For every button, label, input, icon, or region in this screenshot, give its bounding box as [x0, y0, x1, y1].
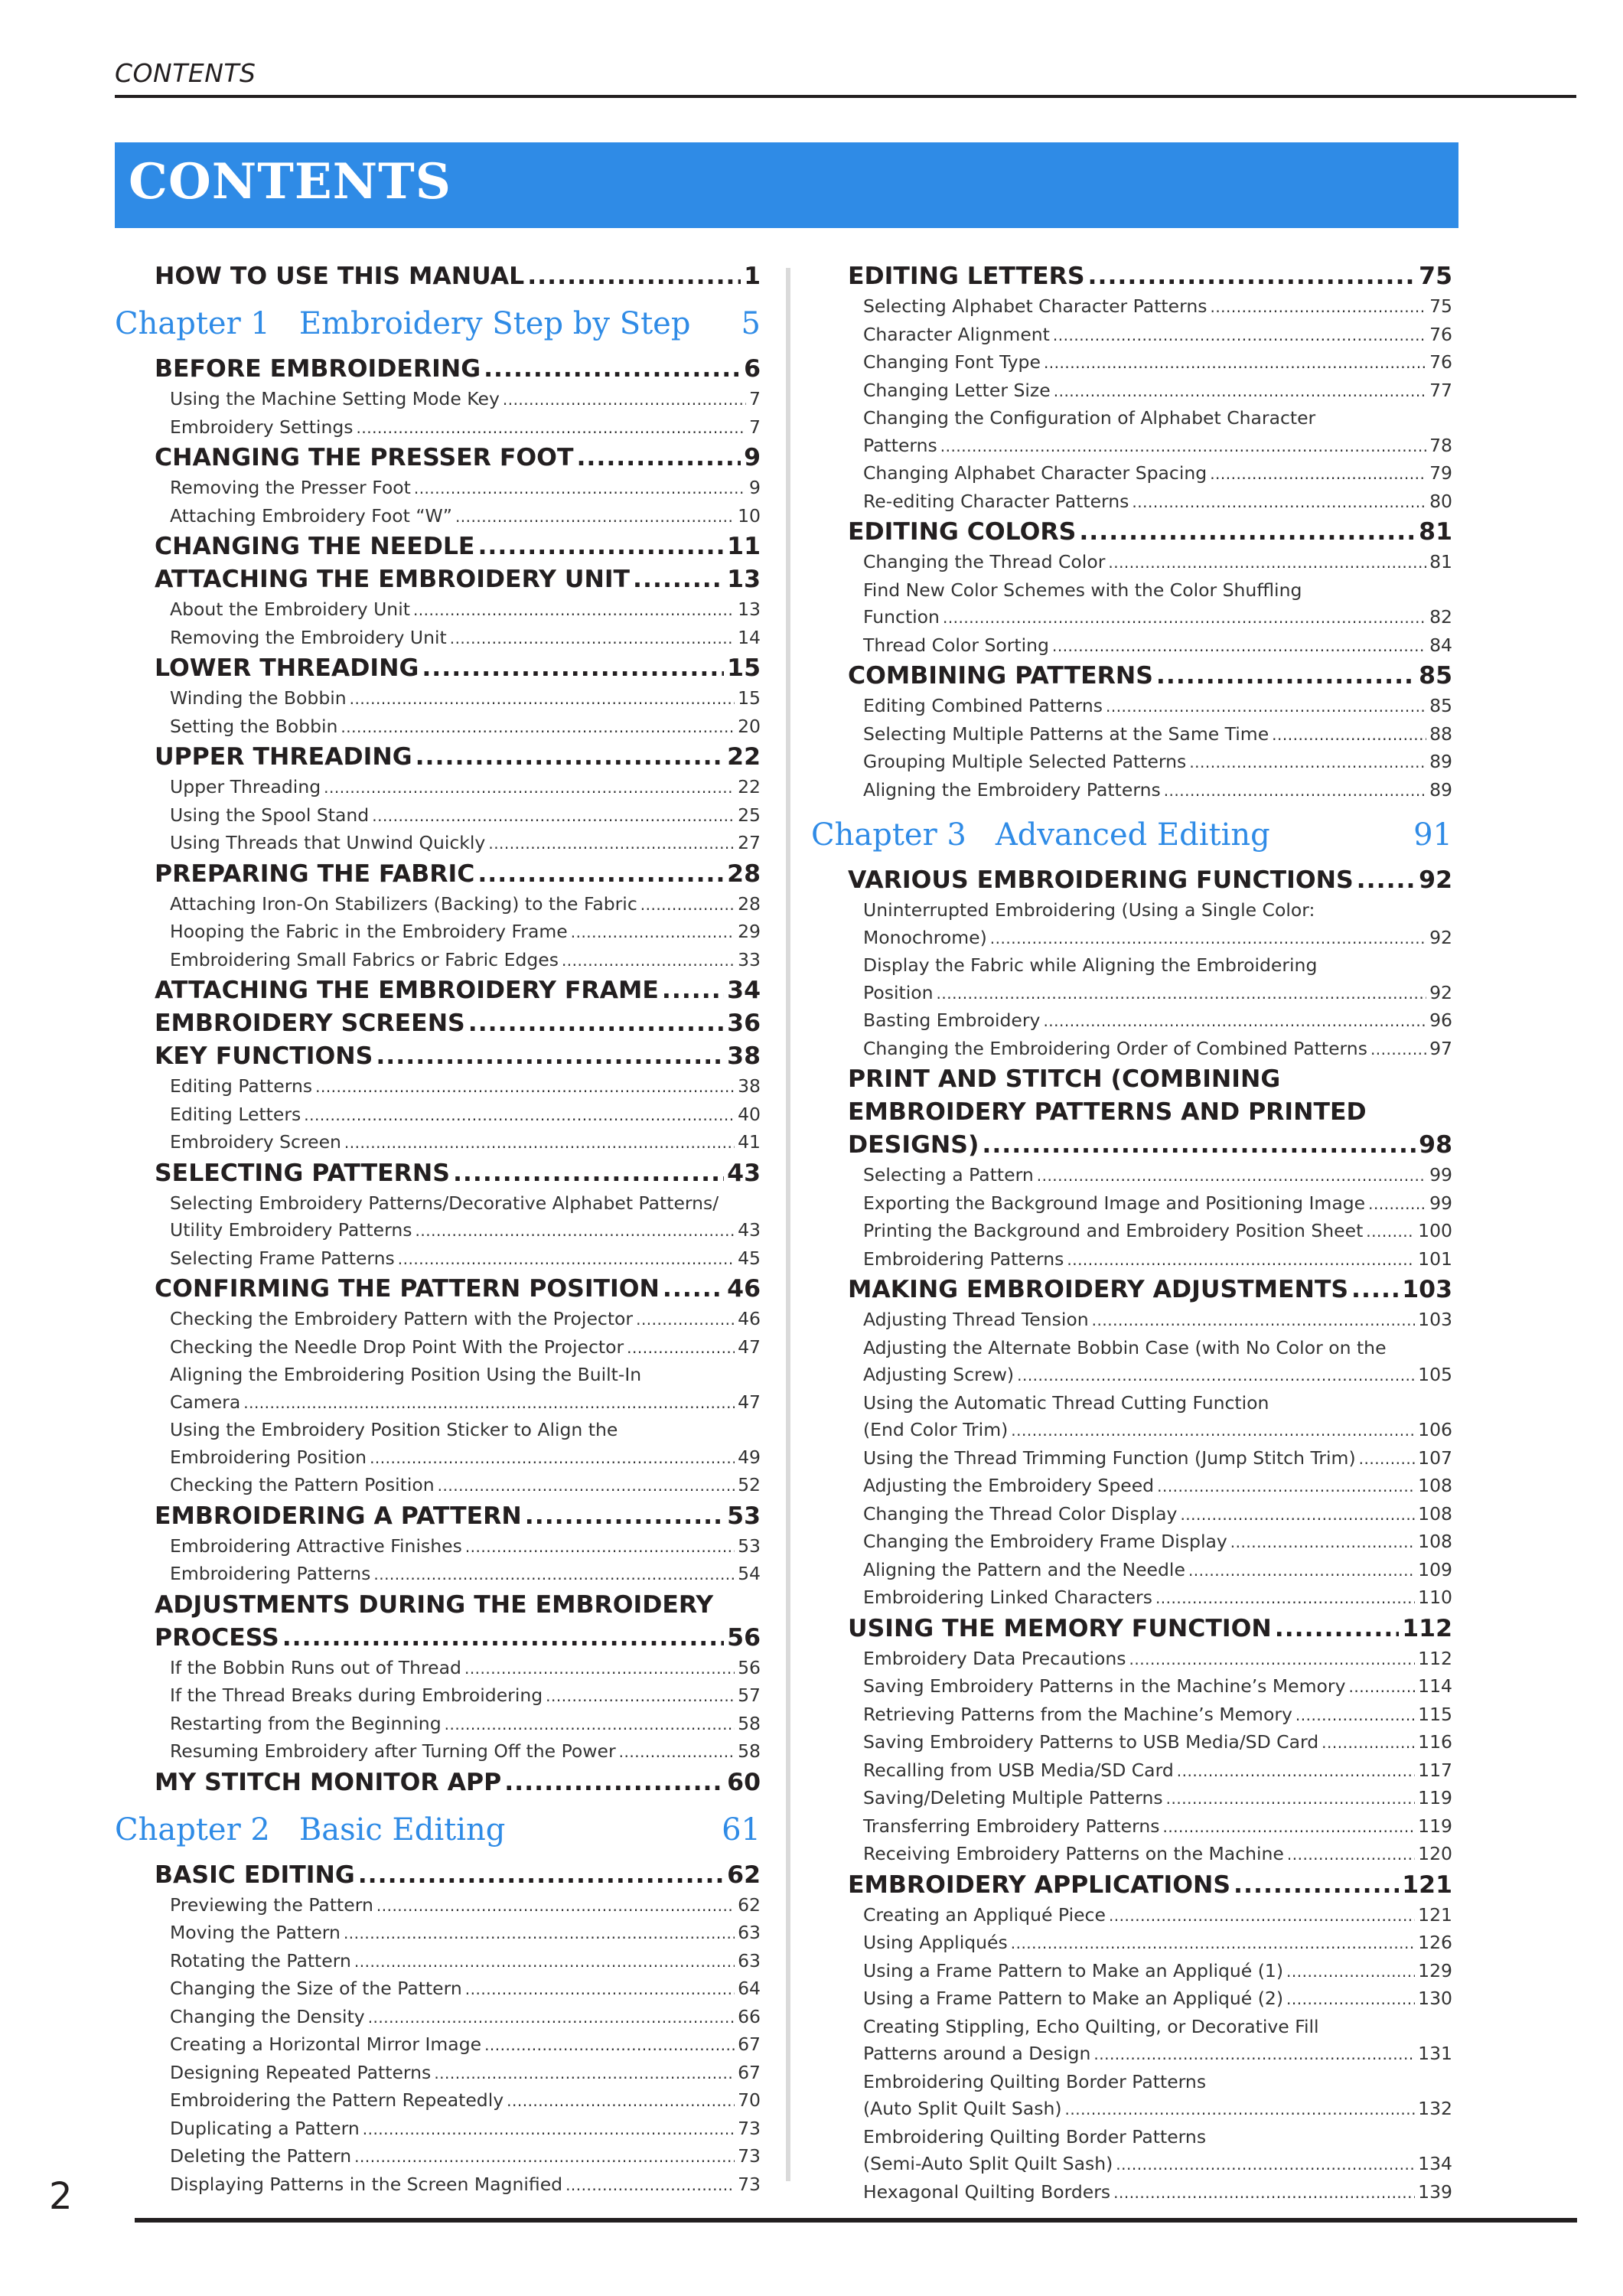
toc-subentry[interactable]: Function ..... 82 [863, 604, 1452, 632]
toc-subentry[interactable]: Embroidery Data Precautions ..... 112 [863, 1645, 1452, 1674]
toc-entry[interactable]: CHANGING THE PRESSER FOOT ..... 9 [155, 442, 761, 475]
header-rule [115, 95, 1576, 98]
toc-subentry[interactable]: Printing the Background and Embroidery Position Sheet ..... 100 [863, 1218, 1452, 1246]
toc-subentry[interactable]: Checking the Embroidery Pattern with the Projector ..... 46 [170, 1306, 761, 1334]
page-number: 2 [49, 2175, 73, 2218]
toc-subentry[interactable]: Transferring Embroidery Patterns ..... 119 [863, 1813, 1452, 1841]
toc-subentry[interactable]: Hooping the Fabric in the Embroidery Frame ..... 29 [170, 918, 761, 947]
toc-subentry-line[interactable]: Changing the Configuration of Alphabet Character [863, 407, 1316, 429]
toc-subentry[interactable]: Utility Embroidery Patterns ..... 43 [170, 1217, 761, 1245]
toc-subentry[interactable]: Basting Embroidery ..... 96 [863, 1007, 1452, 1035]
toc-entry[interactable]: HOW TO USE THIS MANUAL ..... 1 [155, 260, 761, 293]
toc-subentry[interactable]: Attaching Embroidery Foot “W” ..... 10 [170, 503, 761, 531]
toc-subentry[interactable]: Thread Color Sorting ..... 84 [863, 632, 1452, 660]
chapter-page: 61 [722, 1812, 761, 1848]
toc-subentry[interactable]: Restarting from the Beginning ..... 58 [170, 1711, 761, 1739]
toc-subentry[interactable]: Selecting Frame Patterns ..... 45 [170, 1245, 761, 1274]
toc-subentry-line[interactable]: Uninterrupted Embroidering (Using a Single Color: [863, 899, 1315, 921]
toc-subentry-line[interactable]: Embroidering Quilting Border Patterns [863, 2125, 1207, 2148]
toc-subentry[interactable]: Checking the Needle Drop Point With the Projector ..... 47 [170, 1334, 761, 1362]
toc-entry[interactable]: EMBROIDERING A PATTERN ..... 53 [155, 1500, 761, 1533]
toc-subentry[interactable]: Changing the Density ..... 66 [170, 2004, 761, 2032]
toc-subentry[interactable]: Aligning the Pattern and the Needle ..... 109 [863, 1557, 1452, 1585]
toc-subentry-line[interactable]: Using the Automatic Thread Cutting Function [863, 1391, 1269, 1414]
toc-subentry[interactable]: Checking the Pattern Position ..... 52 [170, 1472, 761, 1500]
toc-subentry[interactable]: Duplicating a Pattern ..... 73 [170, 2115, 761, 2144]
toc-subentry[interactable]: Adjusting Thread Tension ..... 103 [863, 1306, 1452, 1335]
toc-subentry-line[interactable]: Aligning the Embroidering Position Using the Built-In [170, 1364, 642, 1385]
toc-entry[interactable]: PREPARING THE FABRIC ..... 28 [155, 858, 761, 891]
toc-subentry[interactable]: Monochrome) ..... 92 [863, 925, 1452, 953]
toc-entry[interactable]: EDITING LETTERS ..... 75 [848, 260, 1452, 293]
toc-subentry[interactable]: Deleting the Pattern ..... 73 [170, 2143, 761, 2171]
toc-subentry[interactable]: Editing Combined Patterns ..... 85 [863, 693, 1452, 721]
toc-subentry[interactable]: Saving Embroidery Patterns in the Machine’s Memory ..... 114 [863, 1673, 1452, 1701]
toc-subentry[interactable]: Using a Frame Pattern to Make an Appliqué (2) ..... 130 [863, 1985, 1452, 2014]
toc-entry[interactable]: BASIC EDITING ..... 62 [155, 1859, 761, 1892]
toc-subentry-line[interactable]: Selecting Embroidery Patterns/Decorative Alphabet Patterns/ [170, 1192, 719, 1214]
toc-subentry[interactable]: Removing the Embroidery Unit ..... 14 [170, 625, 761, 653]
toc-entry[interactable]: ATTACHING THE EMBROIDERY UNIT ..... 13 [155, 563, 761, 596]
toc-subentry[interactable]: (End Color Trim) ..... 106 [863, 1417, 1452, 1445]
running-head: CONTENTS [115, 58, 256, 88]
toc-subentry[interactable]: Hexagonal Quilting Borders ..... 139 [863, 2179, 1452, 2207]
toc-subentry[interactable]: Upper Threading ..... 22 [170, 774, 761, 802]
chapter-label: Chapter 1 [115, 306, 270, 341]
toc-subentry[interactable]: Creating an Appliqué Piece ..... 121 [863, 1902, 1452, 1930]
toc-entry-line[interactable]: ADJUSTMENTS DURING THE EMBROIDERY [155, 1590, 714, 1619]
toc-subentry[interactable]: Using the Machine Setting Mode Key ..... 7 [170, 386, 761, 414]
toc-subentry[interactable]: Changing the Size of the Pattern ..... 64 [170, 1975, 761, 2004]
toc-subentry[interactable]: Changing the Embroidering Order of Combined Patterns ..... 97 [863, 1035, 1452, 1064]
toc-entry[interactable]: CONFIRMING THE PATTERN POSITION ..... 46 [155, 1273, 761, 1306]
chapter-page: 91 [1413, 817, 1452, 853]
toc-subentry-line[interactable]: Using the Embroidery Position Sticker to Align the [170, 1419, 618, 1440]
toc-subentry[interactable]: Embroidering Patterns ..... 54 [170, 1561, 761, 1589]
toc-subentry[interactable]: Previewing the Pattern ..... 62 [170, 1892, 761, 1920]
column-divider [786, 268, 790, 2181]
toc-entry[interactable]: LOWER THREADING ..... 15 [155, 652, 761, 685]
toc-subentry[interactable]: Creating a Horizontal Mirror Image ..... 67 [170, 2031, 761, 2060]
toc-entry[interactable]: CHANGING THE NEEDLE ..... 11 [155, 530, 761, 563]
toc-subentry[interactable]: If the Thread Breaks during Embroidering ..... 57 [170, 1682, 761, 1711]
toc-subentry[interactable]: Character Alignment ..... 76 [863, 321, 1452, 350]
toc-subentry[interactable]: Grouping Multiple Selected Patterns ..... 89 [863, 748, 1452, 777]
toc-subentry[interactable]: Receiving Embroidery Patterns on the Machine ..... 120 [863, 1841, 1452, 1869]
toc-subentry[interactable]: Removing the Presser Foot ..... 9 [170, 475, 761, 503]
toc-entry[interactable]: EMBROIDERY APPLICATIONS ..... 121 [848, 1869, 1452, 1902]
toc-subentry[interactable]: Using the Spool Stand ..... 25 [170, 802, 761, 830]
toc-entry[interactable]: PROCESS ..... 56 [155, 1622, 761, 1655]
toc-subentry-line[interactable]: Embroidering Quilting Border Patterns [863, 2070, 1207, 2092]
toc-entry[interactable]: USING THE MEMORY FUNCTION ..... 112 [848, 1613, 1452, 1645]
chapter-heading[interactable] [115, 304, 761, 344]
chapter-title: Embroidery Step by Step [298, 306, 691, 341]
toc-subentry[interactable]: Embroidering the Pattern Repeatedly ..... 70 [170, 2087, 761, 2115]
toc-subentry[interactable]: Patterns ..... 78 [863, 432, 1452, 461]
toc-entry[interactable]: MY STITCH MONITOR APP ..... 60 [155, 1766, 761, 1799]
toc-subentry[interactable]: Rotating the Pattern ..... 63 [170, 1948, 761, 1976]
toc-entry[interactable]: VARIOUS EMBROIDERING FUNCTIONS ..... 92 [848, 864, 1452, 897]
toc-subentry[interactable]: Selecting a Pattern ..... 99 [863, 1162, 1452, 1190]
toc-entry[interactable]: EMBROIDERY SCREENS ..... 36 [155, 1007, 761, 1040]
toc-subentry[interactable]: Embroidering Position ..... 49 [170, 1444, 761, 1473]
toc-entry-line[interactable]: EMBROIDERY PATTERNS AND PRINTED [848, 1098, 1367, 1126]
toc-entry[interactable]: UPPER THREADING ..... 22 [155, 741, 761, 774]
toc-subentry[interactable]: Embroidery Settings ..... 7 [170, 414, 761, 442]
chapter-title: Basic Editing [298, 1812, 506, 1848]
toc-subentry[interactable]: Adjusting the Embroidery Speed ..... 108 [863, 1473, 1452, 1501]
page-title: CONTENTS [129, 153, 451, 210]
toc-subentry[interactable]: Using Appliqués ..... 126 [863, 1929, 1452, 1958]
toc-subentry[interactable]: Position ..... 92 [863, 980, 1452, 1008]
chapter-page: 5 [741, 306, 761, 341]
toc-subentry[interactable]: Using the Thread Trimming Function (Jump Stitch Trim) ..... 107 [863, 1445, 1452, 1473]
chapter-title: Advanced Editing [995, 817, 1270, 853]
toc-entry[interactable]: SELECTING PATTERNS ..... 43 [155, 1157, 761, 1190]
toc-subentry[interactable]: Aligning the Embroidery Patterns ..... 89 [863, 777, 1452, 805]
toc-entry[interactable]: BEFORE EMBROIDERING ..... 6 [155, 353, 761, 386]
toc-subentry[interactable]: Attaching Iron-On Stabilizers (Backing) to the Fabric ..... 28 [170, 891, 761, 919]
toc-subentry[interactable]: Saving/Deleting Multiple Patterns ..... 119 [863, 1785, 1452, 1813]
toc-entry[interactable]: ATTACHING THE EMBROIDERY FRAME ..... 34 [155, 974, 761, 1007]
toc-entry[interactable]: EDITING COLORS ..... 81 [848, 516, 1452, 549]
toc-subentry[interactable]: Editing Letters ..... 40 [170, 1101, 761, 1130]
toc-subentry[interactable]: Selecting Multiple Patterns at the Same Time ..... 88 [863, 721, 1452, 749]
toc-left-column [115, 260, 761, 2199]
toc-subentry[interactable]: If the Bobbin Runs out of Thread ..... 56 [170, 1655, 761, 1683]
toc-subentry[interactable]: Embroidering Small Fabrics or Fabric Edges ..... 33 [170, 947, 761, 975]
toc-subentry[interactable]: Adjusting Screw) ..... 105 [863, 1362, 1452, 1390]
toc-subentry[interactable]: Camera ..... 47 [170, 1389, 761, 1417]
footer-rule [135, 2218, 1577, 2223]
toc-subentry[interactable]: About the Embroidery Unit ..... 13 [170, 596, 761, 625]
toc-subentry[interactable]: Resuming Embroidery after Turning Off the Power ..... 58 [170, 1738, 761, 1766]
toc-entry[interactable]: MAKING EMBROIDERY ADJUSTMENTS ..... 103 [848, 1274, 1452, 1306]
toc-subentry[interactable]: Changing the Embroidery Frame Display ..... 108 [863, 1528, 1452, 1557]
toc-subentry[interactable]: Patterns around a Design ..... 131 [863, 2040, 1452, 2069]
toc-subentry[interactable]: Embroidery Screen ..... 41 [170, 1129, 761, 1157]
chapter-label: Chapter 2 [115, 1812, 270, 1848]
toc-subentry[interactable]: Re-editing Character Patterns ..... 80 [863, 488, 1452, 517]
toc-subentry-line[interactable]: Adjusting the Alternate Bobbin Case (with No Color on the [863, 1336, 1387, 1358]
toc-subentry[interactable]: Exporting the Background Image and Positioning Image ..... 99 [863, 1190, 1452, 1218]
toc-subentry[interactable]: Winding the Bobbin ..... 15 [170, 685, 761, 713]
toc-subentry[interactable]: Embroidering Patterns ..... 101 [863, 1246, 1452, 1274]
toc-subentry[interactable]: Designing Repeated Patterns ..... 67 [170, 2060, 761, 2088]
toc-subentry[interactable]: Recalling from USB Media/SD Card ..... 117 [863, 1757, 1452, 1786]
toc-subentry[interactable]: Changing the Thread Color ..... 81 [863, 549, 1452, 577]
toc-subentry[interactable]: Embroidering Attractive Finishes ..... 53 [170, 1533, 761, 1561]
chapter-heading[interactable] [115, 1810, 761, 1850]
toc-subentry[interactable]: Using Threads that Unwind Quickly ..... 27 [170, 830, 761, 858]
toc-subentry[interactable]: (Auto Split Quilt Sash) ..... 132 [863, 2095, 1452, 2124]
toc-subentry[interactable]: Saving Embroidery Patterns to USB Media/SD Card ..... 116 [863, 1729, 1452, 1757]
toc-subentry[interactable]: Retrieving Patterns from the Machine’s Memory ..... 115 [863, 1701, 1452, 1730]
toc-subentry[interactable]: Changing Letter Size ..... 77 [863, 377, 1452, 406]
contents-banner [115, 142, 1458, 228]
toc-entry[interactable]: DESIGNS) ..... 98 [848, 1129, 1452, 1162]
chapter-heading[interactable] [811, 815, 1452, 855]
toc-subentry-line[interactable]: Creating Stippling, Echo Quilting, or Decorative Fill [863, 2015, 1319, 2037]
chapter-label: Chapter 3 [811, 817, 966, 853]
toc-subentry[interactable]: Changing Font Type ..... 76 [863, 349, 1452, 377]
toc-entry[interactable]: KEY FUNCTIONS ..... 38 [155, 1040, 761, 1073]
toc-subentry[interactable]: Changing Alphabet Character Spacing ..... 79 [863, 460, 1452, 488]
toc-subentry[interactable]: Embroidering Linked Characters ..... 110 [863, 1584, 1452, 1613]
toc-subentry[interactable]: Using a Frame Pattern to Make an Appliqué (1) ..... 129 [863, 1958, 1452, 1986]
toc-entry-line[interactable]: PRINT AND STITCH (COMBINING [848, 1065, 1281, 1093]
toc-subentry[interactable]: Changing the Thread Color Display ..... 108 [863, 1501, 1452, 1529]
toc-subentry[interactable]: (Semi-Auto Split Quilt Sash) ..... 134 [863, 2151, 1452, 2179]
toc-subentry[interactable]: Displaying Patterns in the Screen Magnified ..... 73 [170, 2171, 761, 2200]
toc-subentry[interactable]: Editing Patterns ..... 38 [170, 1073, 761, 1101]
toc-subentry[interactable]: Moving the Pattern ..... 63 [170, 1919, 761, 1948]
toc-right-column [811, 260, 1452, 2206]
toc-subentry[interactable]: Selecting Alphabet Character Patterns ..... 75 [863, 293, 1452, 321]
toc-subentry-line[interactable]: Find New Color Schemes with the Color Shuffling [863, 579, 1302, 601]
toc-entry[interactable]: COMBINING PATTERNS ..... 85 [848, 660, 1452, 693]
toc-subentry-line[interactable]: Display the Fabric while Aligning the Embroidering [863, 954, 1318, 976]
toc-subentry[interactable]: Setting the Bobbin ..... 20 [170, 713, 761, 742]
